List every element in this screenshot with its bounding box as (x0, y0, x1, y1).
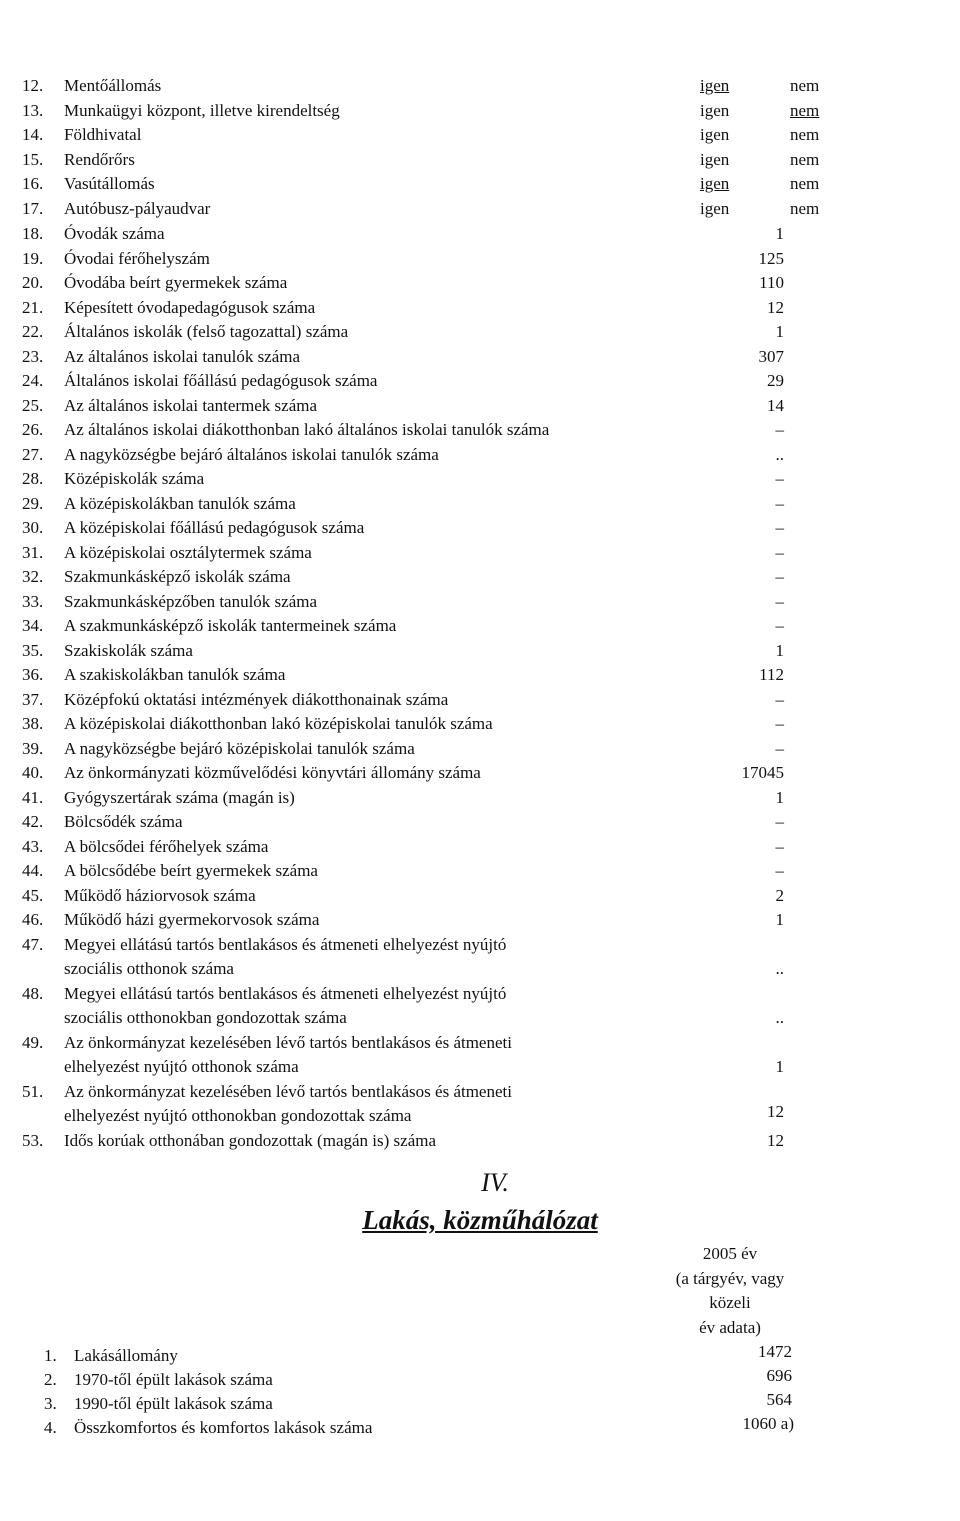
table-row (0, 714, 960, 738)
column-header-line: év adata) (699, 1317, 761, 1337)
table-row (0, 837, 960, 861)
row-number: 26. (22, 420, 44, 439)
row-value: – (775, 493, 784, 513)
row-value: – (775, 469, 784, 488)
row-label: 1970-től épült lakások száma (74, 1370, 273, 1389)
row-number: 40. (22, 763, 44, 782)
table-row (0, 1082, 960, 1130)
row-value: 29 (767, 371, 784, 390)
row-label: Földhivatal (64, 125, 142, 144)
row-number: 1. (44, 1346, 57, 1365)
row-label: Általános iskolák (felső tagozattal) száma (64, 322, 349, 341)
table-row (0, 910, 960, 934)
row-value: 110 (759, 273, 784, 292)
row-number: 48. (22, 984, 44, 1003)
no-option: nem (790, 150, 820, 169)
row-value: 1 (775, 224, 784, 243)
table-row (0, 567, 960, 591)
table-row (0, 273, 960, 297)
row-label: Bölcsődék száma (64, 812, 183, 831)
row-value: 1 (775, 1057, 784, 1076)
row-label: A nagyközségbe bejáró középiskolai tanulók száma (64, 738, 415, 758)
row-number: 13. (22, 101, 44, 120)
row-label: Vasútállomás (64, 174, 155, 193)
row-value: 696 (766, 1366, 792, 1385)
table-row (0, 1131, 960, 1155)
row-value: – (775, 714, 784, 733)
table-row (0, 371, 960, 395)
row-label: A középiskolákban tanulók száma (64, 493, 296, 513)
table-row (0, 249, 960, 273)
row-label: Középfokú oktatási intézmények diákotthonainak száma (64, 689, 449, 709)
row-number: 23. (22, 346, 44, 366)
row-value: 12 (767, 1131, 784, 1150)
row-label: Működő háziorvosok száma (64, 885, 256, 905)
table-row (0, 812, 960, 836)
table-row (0, 739, 960, 763)
row-label: Képesített óvodapedagógusok száma (64, 297, 316, 317)
row-label: A bölcsődei férőhelyek száma (64, 836, 269, 856)
table-row (0, 543, 960, 567)
row-label: A szakmunkásképző iskolák tantermeinek száma (64, 616, 397, 635)
row-label: Óvodák száma (64, 224, 165, 243)
row-label: A középiskolai főállású pedagógusok száma (64, 518, 365, 537)
row-label: A nagyközségbe bejáró általános iskolai tanulók száma (64, 444, 439, 464)
table-row (0, 150, 960, 174)
row-number: 27. (22, 444, 44, 464)
table-row (0, 1342, 960, 1370)
row-number: 33. (22, 591, 44, 611)
table-row (0, 445, 960, 469)
row-number: 17. (22, 199, 44, 218)
table-row (0, 101, 960, 125)
row-number: 16. (22, 174, 44, 193)
table-row (0, 518, 960, 542)
row-label: A középiskolai osztálytermek száma (64, 542, 312, 562)
row-value: 307 (758, 346, 784, 366)
row-value: – (775, 420, 784, 439)
no-option: nem (790, 174, 820, 193)
row-value: 564 (766, 1390, 792, 1409)
row-number: 22. (22, 322, 44, 341)
row-label: Óvodába beírt gyermekek száma (64, 273, 288, 292)
row-number: 30. (22, 518, 44, 537)
section-number: IV. (481, 1168, 509, 1197)
row-label: Általános iskolai főállású pedagógusok száma (64, 371, 378, 390)
row-number: 3. (44, 1394, 57, 1413)
row-label: Az általános iskolai diákotthonban lakó általános iskolai tanulók száma (64, 420, 550, 439)
table-row (0, 665, 960, 689)
column-header-line: közeli (709, 1293, 751, 1312)
row-number: 12. (22, 76, 44, 95)
row-label-line1: Az önkormányzat kezelésében lévő tartós bentlakásos és átmeneti (64, 1082, 512, 1101)
row-value: 1060 a) (742, 1414, 794, 1433)
row-number: 35. (22, 640, 44, 660)
row-value: 12 (767, 1102, 784, 1121)
table-row (0, 199, 960, 223)
table-row (0, 690, 960, 714)
row-label: Autóbusz-pályaudvar (64, 199, 211, 218)
row-value: – (775, 567, 784, 586)
row-value: 14 (767, 395, 784, 415)
column-header (655, 1242, 805, 1340)
table-row (0, 347, 960, 371)
row-value: .. (775, 1008, 784, 1027)
row-label: Idős korúak otthonában gondozottak (magán is) száma (64, 1131, 437, 1150)
row-number: 25. (22, 395, 44, 415)
row-label-line2: elhelyezést nyújtó otthonok száma (64, 1057, 299, 1076)
table-row (0, 396, 960, 420)
row-label: Középiskolák száma (64, 469, 205, 488)
row-number: 45. (22, 885, 44, 905)
table-row (0, 174, 960, 198)
row-number: 37. (22, 689, 44, 709)
row-value: 2 (775, 885, 784, 905)
row-value: .. (775, 959, 784, 978)
table-row (0, 469, 960, 493)
row-number: 2. (44, 1370, 57, 1389)
table-row (0, 322, 960, 346)
row-label-line1: Megyei ellátású tartós bentlakásos és átmeneti elhelyezést nyújtó (64, 935, 507, 954)
no-option: nem (790, 76, 820, 95)
row-number: 14. (22, 125, 44, 144)
table-row (0, 641, 960, 665)
table-row (0, 420, 960, 444)
row-label: Munkaügyi központ, illetve kirendeltség (64, 101, 340, 120)
row-number: 42. (22, 812, 44, 831)
row-value: 1 (775, 787, 784, 807)
row-number: 4. (44, 1418, 57, 1437)
row-label: Gyógyszertárak száma (magán is) (64, 787, 295, 807)
table-row (0, 984, 960, 1032)
row-label: Lakásállomány (74, 1346, 178, 1365)
row-label-line1: Megyei ellátású tartós bentlakásos és átmeneti elhelyezést nyújtó (64, 984, 507, 1003)
row-number: 53. (22, 1131, 44, 1150)
row-label: Óvodai férőhelyszám (64, 248, 210, 268)
row-number: 19. (22, 248, 44, 268)
row-value: 1472 (758, 1342, 792, 1361)
no-option: nem (790, 125, 820, 144)
row-label: Összkomfortos és komfortos lakások száma (74, 1418, 373, 1437)
row-number: 46. (22, 910, 44, 929)
row-label-line2: szociális otthonokban gondozottak száma (64, 1008, 347, 1027)
column-header-line: 2005 év (702, 1244, 758, 1263)
yes-option: igen (700, 125, 730, 144)
table-row (0, 1033, 960, 1081)
row-label: Az általános iskolai tanulók száma (64, 346, 301, 366)
table-row (0, 224, 960, 248)
row-value: 12 (767, 297, 784, 317)
no-option: nem (790, 199, 820, 218)
row-label: A középiskolai diákotthonban lakó középiskolai tanulók száma (64, 714, 493, 733)
row-label: 1990-től épült lakások száma (74, 1394, 273, 1413)
row-number: 32. (22, 567, 44, 586)
row-value: – (775, 812, 784, 831)
row-label: Rendőrőrs (64, 150, 135, 169)
row-value: – (775, 616, 784, 635)
row-number: 36. (22, 665, 44, 684)
row-number: 41. (22, 787, 44, 807)
yes-option: igen (700, 101, 730, 120)
yes-option: igen (700, 199, 730, 218)
row-value: 125 (758, 248, 784, 268)
row-label-line2: szociális otthonok száma (64, 959, 234, 978)
row-number: 29. (22, 493, 44, 513)
row-number: 15. (22, 150, 44, 169)
row-number: 31. (22, 542, 44, 562)
table-row (0, 1366, 960, 1394)
row-number: 47. (22, 935, 44, 954)
row-value: – (775, 591, 784, 611)
row-number: 28. (22, 469, 44, 488)
table-row (0, 1414, 960, 1442)
yes-option: igen (700, 174, 730, 193)
row-number: 34. (22, 616, 44, 635)
row-label-line1: Az önkormányzat kezelésében lévő tartós bentlakásos és átmeneti (64, 1033, 512, 1052)
no-option: nem (790, 101, 820, 120)
row-label: Az általános iskolai tantermek száma (64, 395, 318, 415)
row-value: – (775, 738, 784, 758)
row-value: 17045 (741, 763, 784, 782)
table-row (0, 616, 960, 640)
table-row (0, 861, 960, 885)
yes-option: igen (700, 150, 730, 169)
table-row (0, 494, 960, 518)
row-number: 20. (22, 273, 44, 292)
row-value: 112 (759, 665, 784, 684)
row-value: – (775, 861, 784, 880)
row-value: 1 (775, 910, 784, 929)
table-row (0, 886, 960, 910)
row-label-line2: elhelyezést nyújtó otthonokban gondozottak száma (64, 1106, 412, 1125)
row-value: 1 (775, 322, 784, 341)
row-number: 49. (22, 1033, 44, 1052)
row-label: Szakmunkásképző iskolák száma (64, 567, 291, 586)
row-value: 1 (775, 640, 784, 660)
row-label: Szakiskolák száma (64, 640, 193, 660)
row-number: 43. (22, 836, 44, 856)
table-row (0, 298, 960, 322)
row-value: – (775, 836, 784, 856)
row-number: 24. (22, 371, 44, 390)
row-number: 44. (22, 861, 44, 880)
row-label: Szakmunkásképzőben tanulók száma (64, 591, 318, 611)
row-value: – (775, 518, 784, 537)
table-row (0, 76, 960, 100)
table-row (0, 125, 960, 149)
table-row (0, 788, 960, 812)
row-number: 51. (22, 1082, 44, 1101)
section-title: Lakás, közműhálózat (362, 1205, 598, 1235)
column-header-line: (a tárgyév, vagy (675, 1268, 785, 1288)
row-value: .. (775, 444, 784, 464)
row-number: 21. (22, 297, 44, 317)
table-row (0, 763, 960, 787)
table-row (0, 935, 960, 983)
table-row (0, 592, 960, 616)
row-label: Az önkormányzati közművelődési könyvtári állomány száma (64, 763, 481, 782)
yes-option: igen (700, 76, 730, 95)
row-label: Mentőállomás (64, 76, 162, 95)
row-value: – (775, 542, 784, 562)
row-number: 39. (22, 738, 44, 758)
row-number: 38. (22, 714, 44, 733)
row-label: A bölcsődébe beírt gyermekek száma (64, 861, 318, 880)
row-label: Működő házi gyermekorvosok száma (64, 910, 320, 929)
table-row (0, 1390, 960, 1418)
row-number: 18. (22, 224, 44, 243)
row-value: – (775, 689, 784, 709)
row-label: A szakiskolákban tanulók száma (64, 665, 286, 684)
